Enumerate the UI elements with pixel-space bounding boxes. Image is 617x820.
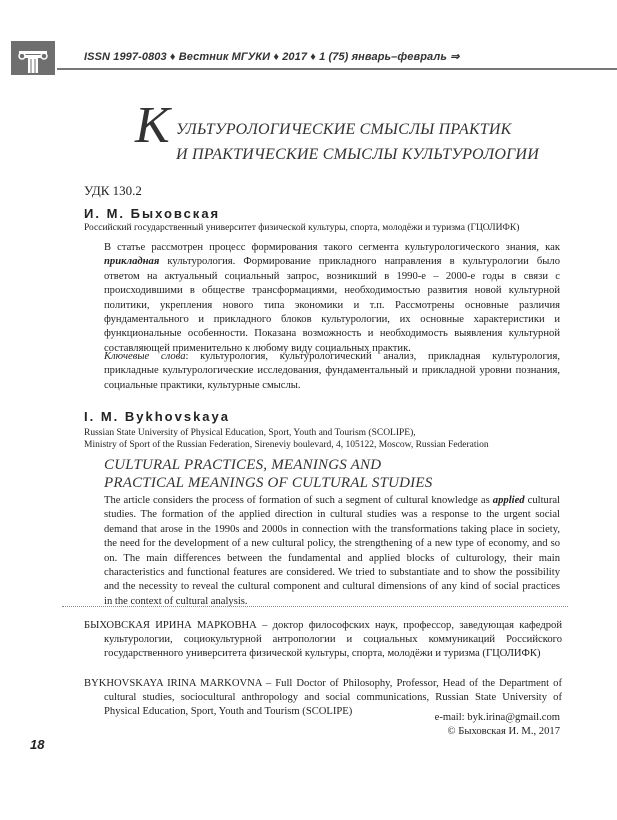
- affiliation-en-line1: Russian State University of Physical Education, Sport, Youth and Tourism (SCOLIPE),: [84, 428, 416, 438]
- author-bio-ru: БЫХОВСКАЯ ИРИНА МАРКОВНА – доктор философских наук, профессор, заведующая кафедрой культурологии, социокультурной антропологии и социальных коммуникаций Российского государственного университета физической культуры, спорта, молодёжи и туризма (ГЦОЛИФК): [84, 620, 562, 660]
- article-title-line1: УЛЬТУРОЛОГИЧЕСКИЕ СМЫСЛЫ ПРАКТИК: [176, 121, 512, 138]
- header-rule: [57, 68, 617, 70]
- abstract-ru-emphasis: прикладная: [104, 256, 160, 268]
- english-title-line2: PRACTICAL MEANINGS OF CULTURAL STUDIES: [104, 475, 433, 491]
- author-email: e-mail: byk.irina@gmail.com: [434, 712, 560, 723]
- column-capital-icon: [11, 41, 55, 75]
- abstract-en-emphasis: applied: [492, 495, 525, 506]
- title-drop-initial: К: [135, 97, 170, 154]
- abstract-ru-text: В статье рассмотрен процесс формирования такого сегмента культурологического знания, как: [104, 242, 560, 253]
- journal-header: ISSN 1997-0803 ♦ Вестник МГУКИ ♦ 2017 ♦ 1 (75) январь–февраль ⇒: [84, 51, 460, 63]
- keywords-text: : культурология, культурологический анализ, прикладная культурология, прикладные культурологические исследования, фундаментальный и прикладной уровни познания, социальные практики, культурные смыслы.: [104, 351, 560, 391]
- keywords-label: Ключевые слова: [104, 351, 186, 362]
- page-number: 18: [30, 737, 45, 752]
- author-name-en: I. M. Bykhovskaya: [84, 409, 230, 424]
- abstract-en-text-cont: cultural studies. The formation of the applied direction in cultural studies was a response to the urgent social demand that arose in the 1990s and 2000s in connection with the transformations taking place in society, the need for the development of a new cultural policy, the strengthening of a new type of economy, and so on. The main differences between the fundamental and applied blocks of culturology, their main characteristics and functional features are considered. We tried to substantiate and to show the possibility and the necessity to reveal the cultural component and cultural dimensions of any kind of social practices in the context of cultural analysis.: [104, 495, 560, 607]
- abstract-ru: [104, 241, 560, 356]
- abstract-ru-text-cont: культурология. Формирование прикладного направления в культурологии было ответом на актуальный социальный запрос, возникший в 1990-е – 2000-е годы в связи с происходившими в обществе трансформациями, необходимостью развития новой культурной политики, укрепления нового типа экономики и т.п. Рассмотрены основные различия фундаментального и прикладного блоков культурологии, их основные характеристики и функциональные особенности. Показана возможность и необходимость выявления культурной составляющей применительно к любому виду социальных практик.: [104, 256, 560, 354]
- author-name-ru: И. М. Быховская: [84, 206, 221, 221]
- udk-code: УДК 130.2: [84, 183, 142, 198]
- author-bio-en: BYKHOVSKAYA IRINA MARKOVNA – Full Doctor of Philosophy, Professor, Head of the Department of cultural studies, sociocultural anthropology and social communications, Russian State University of Physical Education, Sport, Youth and Tourism (SCOLIPE): [84, 678, 562, 718]
- affiliation-en-line2: Ministry of Sport of the Russian Federation, Sireneviy boulevard, 4, 105122, Moscow, Russian Federation: [84, 440, 489, 450]
- abstract-en-text: The article considers the process of formation of such a segment of cultural knowledge as: [104, 495, 493, 506]
- dotted-divider: [62, 606, 568, 607]
- keywords-ru: [104, 350, 560, 393]
- article-title-line2: И ПРАКТИЧЕСКИЕ СМЫСЛЫ КУЛЬТУРОЛОГИИ: [176, 146, 539, 163]
- copyright: © Быховская И. М., 2017: [447, 726, 560, 737]
- abstract-en: [104, 494, 560, 609]
- affiliation-ru: Российский государственный университет физической культуры, спорта, молодёжи и туризма (ГЦОЛИФК): [84, 223, 520, 233]
- english-title-line1: CULTURAL PRACTICES, MEANINGS AND: [104, 457, 382, 473]
